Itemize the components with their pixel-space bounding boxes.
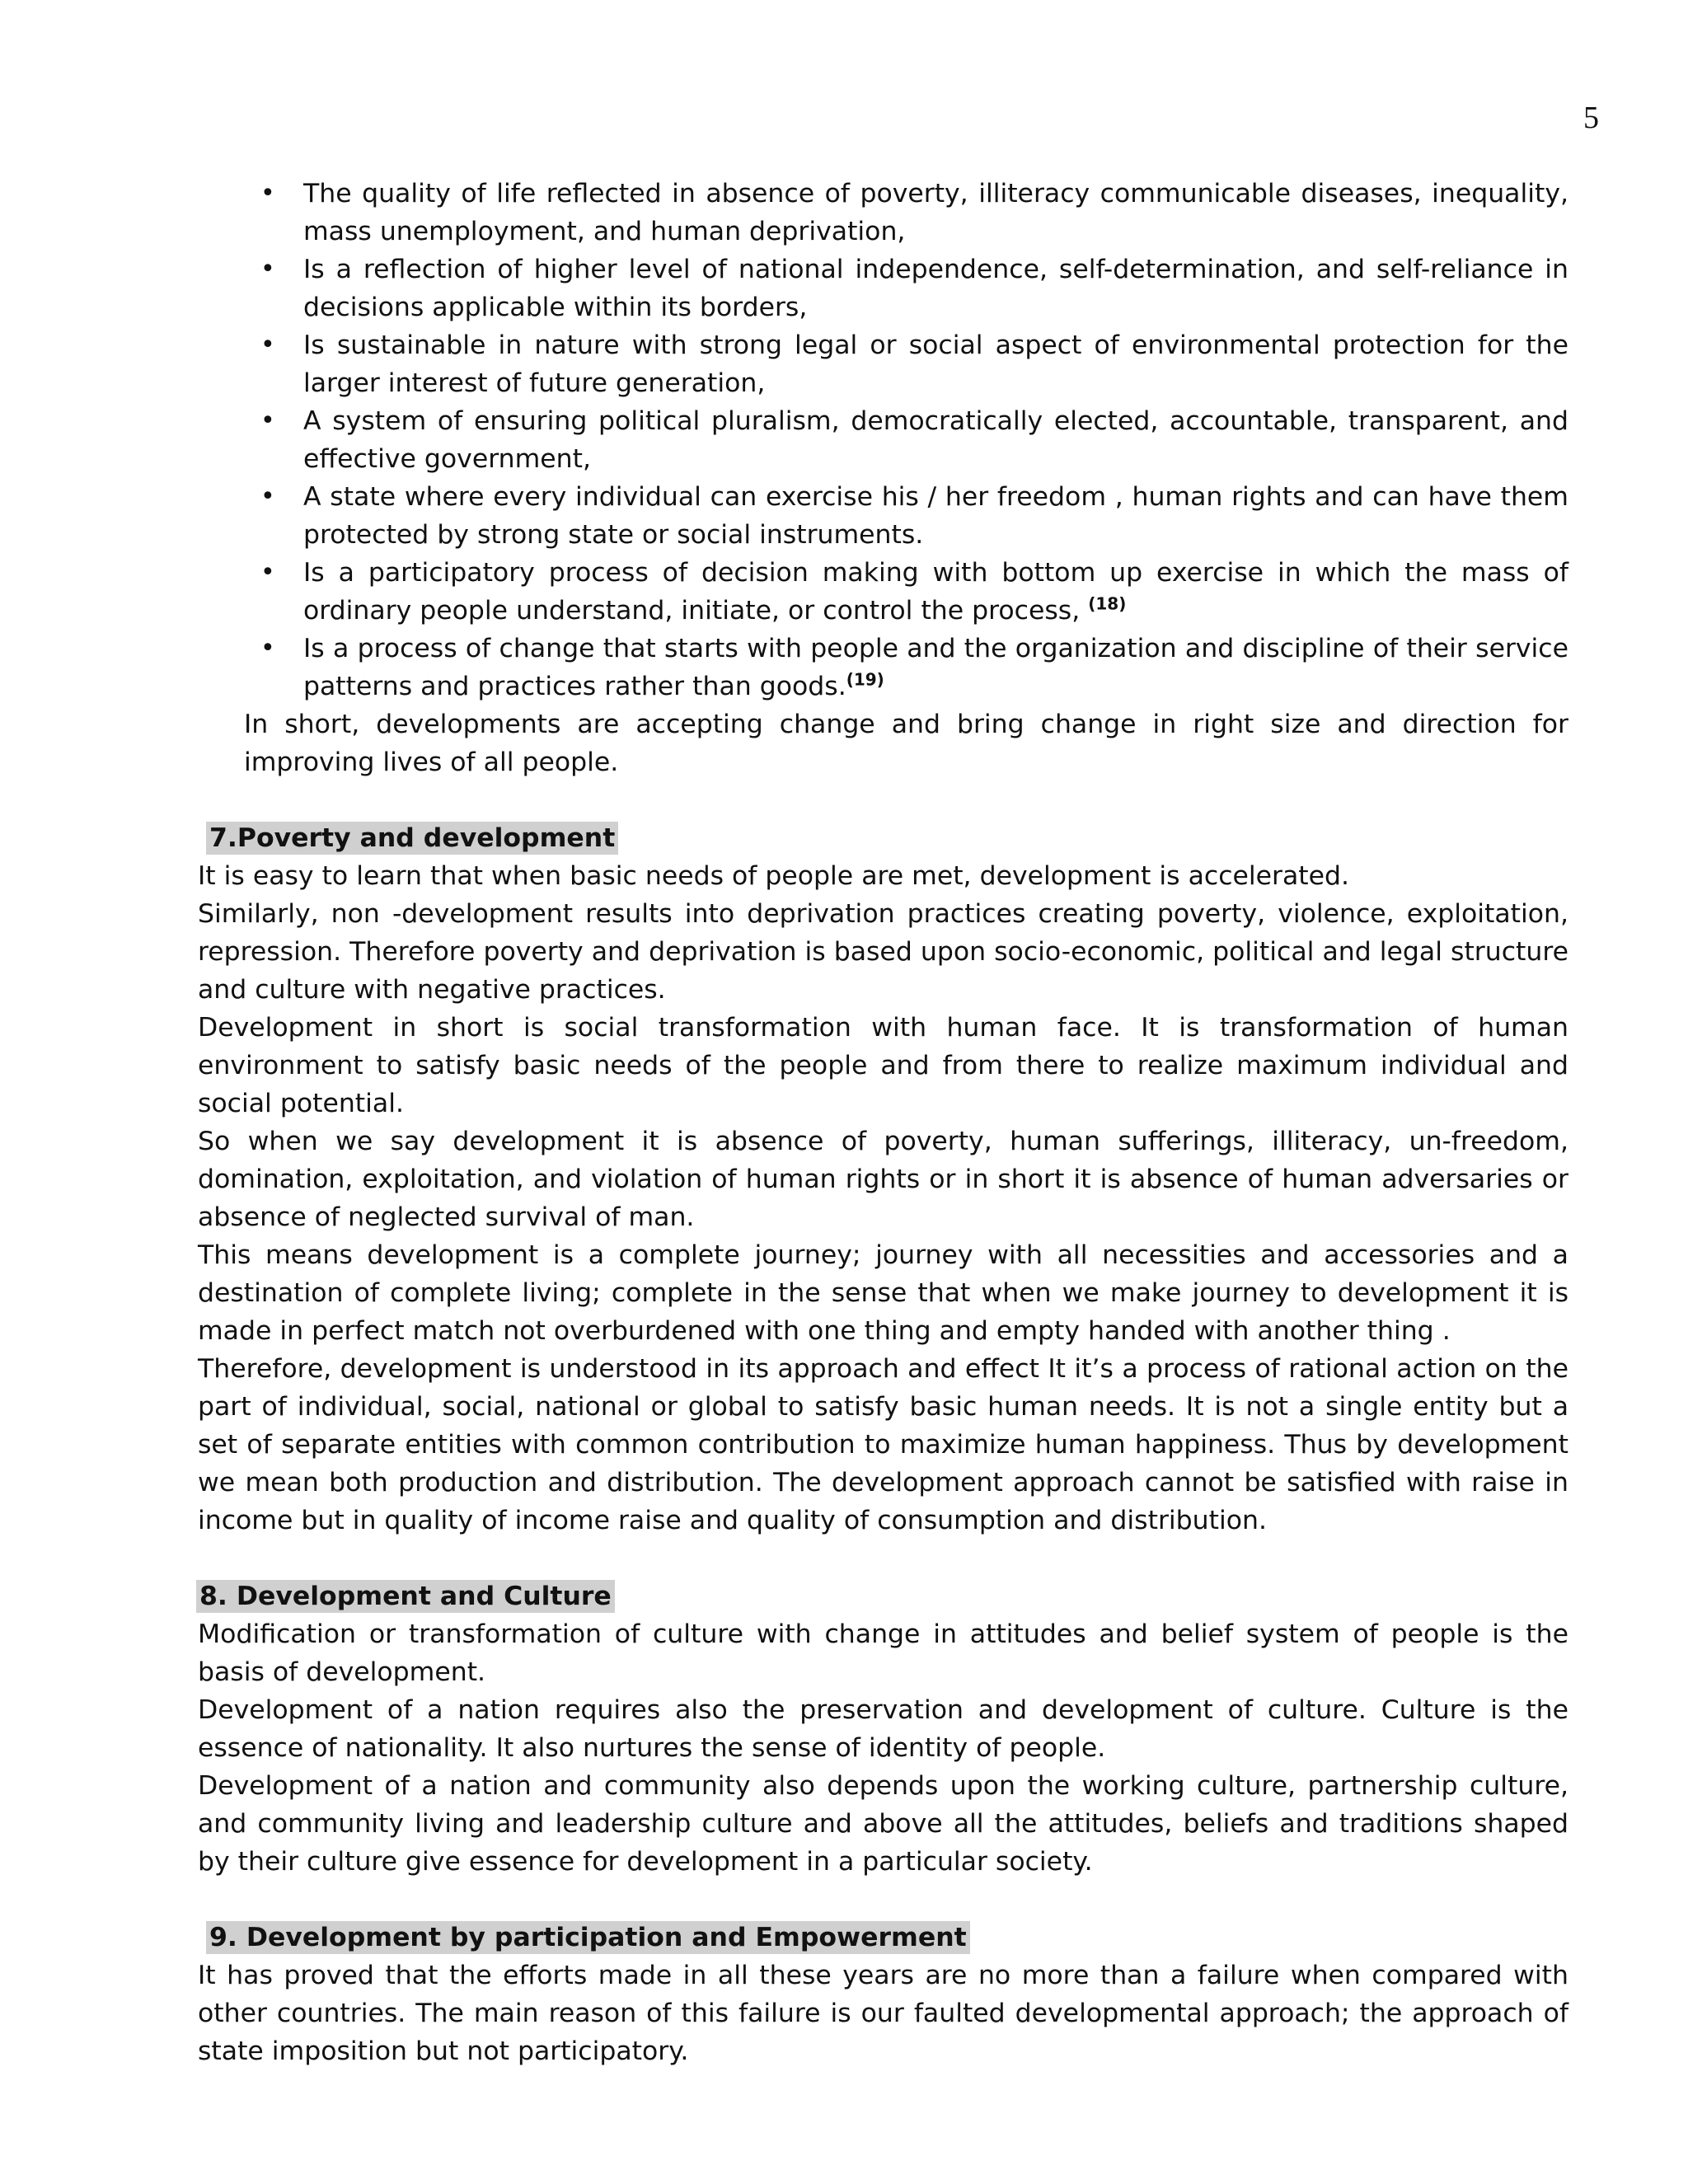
document-body	[0, 175, 1688, 2070]
list-item: • Is a participatory process of decision making with bottom up exercise in which the mass of ordinary people understand, initiate, or control the process, $^{(18)}$	[303, 554, 1568, 630]
paragraph: This means development is a complete journey; journey with all necessities and accessories and a destination of complete living; complete in the sense that when we make journey to development it is made in perfect match not overburdened with one thing and empty handed with another thing .	[198, 1240, 1568, 1346]
section-heading: 7.Poverty and development	[206, 822, 618, 855]
paragraph: So when we say development it is absence of poverty, human sufferings, illiteracy, un-freedom, domination, exploitation, and violation of human rights or in short it is absence of human adversaries or absence of neglected survival of man.	[198, 1127, 1568, 1232]
bullet-icon: •	[260, 406, 275, 435]
reference-marker: (18)	[1088, 593, 1127, 614]
paragraph: Development of a nation and community also depends upon the working culture, partnership culture, and community living and leadership culture and above all the attitudes, beliefs and traditions shaped by their culture give essence for development in a particular society.	[198, 1771, 1568, 1877]
bullet-icon: •	[260, 558, 275, 587]
paragraph: Modification or transformation of culture with change in attitudes and belief system of people is the basis of development.	[198, 1619, 1568, 1687]
paragraph: Development in short is social transformation with human face. It is transformation of human environment to satisfy basic needs of the people and from there to realize maximum individual and social potential.	[198, 1013, 1568, 1118]
list-item: • Is a process of change that starts with people and the organization and discipline of their service patterns and practices rather than goods.$^{(19)}$	[303, 630, 1568, 705]
section-heading: 9. Development by participation and Empowerment	[206, 1921, 970, 1954]
development-criteria-list	[0, 175, 1568, 705]
section-heading: 8. Development and Culture	[196, 1580, 615, 1613]
bullet-icon: •	[260, 634, 275, 663]
paragraph: Similarly, non -development results into deprivation practices creating poverty, violence, exploitation, repression. Therefore poverty and deprivation is based upon socio-economic, political and legal structure and culture with negative practices.	[198, 899, 1568, 1005]
section-poverty-development	[0, 819, 1688, 1540]
section-participation-empowerment	[0, 1919, 1688, 2070]
paragraph: Development of a nation requires also the preservation and development of culture. Culture is the essence of nationality. It also nurtures the sense of identity of people.	[198, 1695, 1568, 1763]
section-development-culture	[0, 1577, 1688, 1881]
reference-marker: (19)	[846, 669, 884, 690]
list-item: • A system of ensuring political pluralism, democratically elected, accountable, transparent, and effective government,	[303, 402, 1568, 478]
bullet-icon: •	[260, 330, 275, 359]
bullet-icon: •	[260, 179, 275, 208]
list-item: • A state where every individual can exercise his / her freedom , human rights and can have them protected by strong state or social instruments.	[303, 478, 1568, 554]
paragraph: It has proved that the efforts made in all these years are no more than a failure when compared with other countries. The main reason of this failure is our faulted developmental approach; the approach of state imposition but not participatory.	[198, 1961, 1568, 2066]
paragraph: Therefore, development is understood in its approach and effect It it’s a process of rational action on the part of individual, social, national or global to satisfy basic human needs. It is not a single entity but a set of separate entities with common contribution to maximize human happiness. Thus by development we mean both production and distribution. The development approach cannot be satisfied with raise in income but in quality of income raise and quality of consumption and distribution.	[198, 1354, 1568, 1535]
bullet-icon: •	[260, 482, 275, 511]
list-item: • Is a reflection of higher level of national independence, self-determination, and self-reliance in decisions applicable within its borders,	[303, 251, 1568, 326]
paragraph: It is easy to learn that when basic needs of people are met, development is accelerated.	[198, 861, 1350, 891]
page-number: 5	[1583, 101, 1599, 135]
list-item: • The quality of life reflected in absence of poverty, illiteracy communicable diseases, inequality, mass unemployment, and human deprivation,	[303, 175, 1568, 251]
list-item: • Is sustainable in nature with strong legal or social aspect of environmental protection for the larger interest of future generation,	[303, 326, 1568, 402]
summary-paragraph: In short, developments are accepting change and bring change in right size and direction for improving lives of all people.	[244, 710, 1568, 777]
bullet-icon: •	[260, 255, 275, 284]
